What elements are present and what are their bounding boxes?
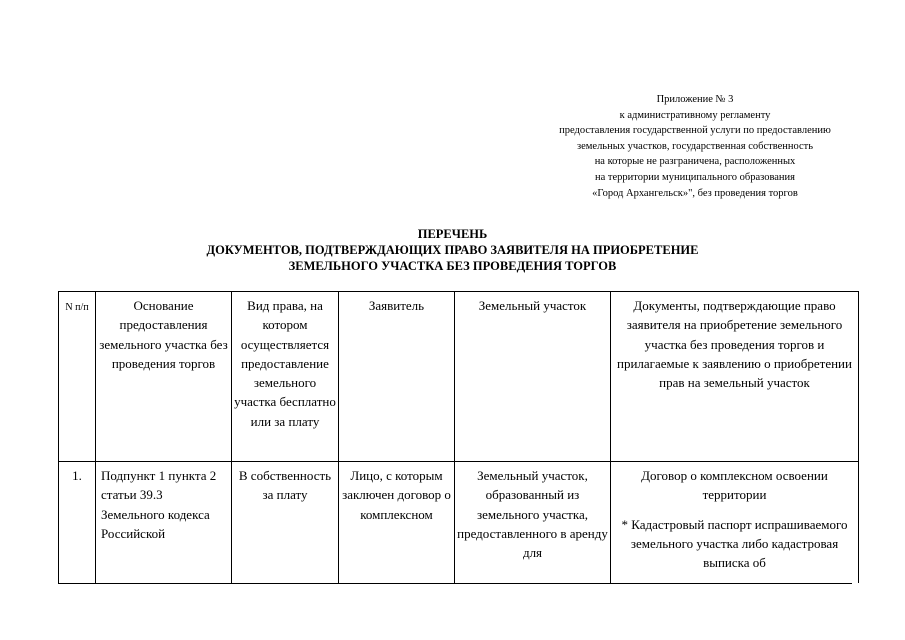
cell-documents	[611, 462, 859, 584]
title-line: ПЕРЕЧЕНЬ	[417, 227, 488, 241]
header-num: N п/п	[59, 292, 96, 462]
cell-right: В собственность за плату	[232, 462, 339, 584]
documents-paragraph: Договор о комплексном освоении территории	[641, 468, 828, 503]
header-documents: Документы, подтверждающие право заявителя на приобретение земельного участка без проведения торгов и прилагаемые к заявлению о приобретении прав на земельный участок	[611, 292, 859, 462]
header-right: Вид права, на котором осуществляется предоставление земельного участка бесплатно или за плату	[232, 292, 339, 462]
table-row	[59, 462, 859, 584]
cell-plot: Земельный участок, образованный из земельного участка, предоставленного в аренду для	[455, 462, 611, 584]
document-title	[0, 226, 905, 274]
documents-table	[58, 291, 859, 583]
appendix-line: на территории муниципального образования	[594, 171, 796, 183]
appendix-line: земельных участков, государственная собственность	[576, 140, 814, 152]
appendix-line: на которые не разграничена, расположенных	[594, 156, 796, 168]
title-line: ДОКУМЕНТОВ, ПОДТВЕРЖДАЮЩИХ ПРАВО ЗАЯВИТЕЛЯ НА ПРИОБРЕТЕНИЕ	[206, 243, 699, 257]
header-basis: Основание предоставления земельного участка без проведения торгов	[96, 292, 232, 462]
cell-num: 1.	[59, 462, 96, 584]
appendix-line: к административному регламенту	[619, 109, 771, 121]
table-bottom-edge	[58, 583, 852, 584]
header-plot: Земельный участок	[455, 292, 611, 462]
title-line: ЗЕМЕЛЬНОГО УЧАСТКА БЕЗ ПРОВЕДЕНИЯ ТОРГОВ	[288, 259, 617, 273]
appendix-line: Приложение № 3	[656, 94, 734, 105]
cell-applicant: Лицо, с которым заключен договор о комплексном	[339, 462, 455, 584]
appendix-line: предоставления государственной услуги по предоставлению	[559, 125, 831, 137]
appendix-header	[500, 92, 890, 201]
header-applicant: Заявитель	[339, 292, 455, 462]
appendix-line: «Город Архангельск»", без проведения торгов	[592, 187, 798, 199]
cell-basis: Подпункт 1 пункта 2 статьи 39.3 Земельного кодекса Российской	[96, 462, 232, 584]
documents-paragraph: * Кадастровый паспорт испрашиваемого земельного участка либо кадастровая выписка об	[621, 516, 848, 571]
table-header-row	[59, 292, 859, 462]
